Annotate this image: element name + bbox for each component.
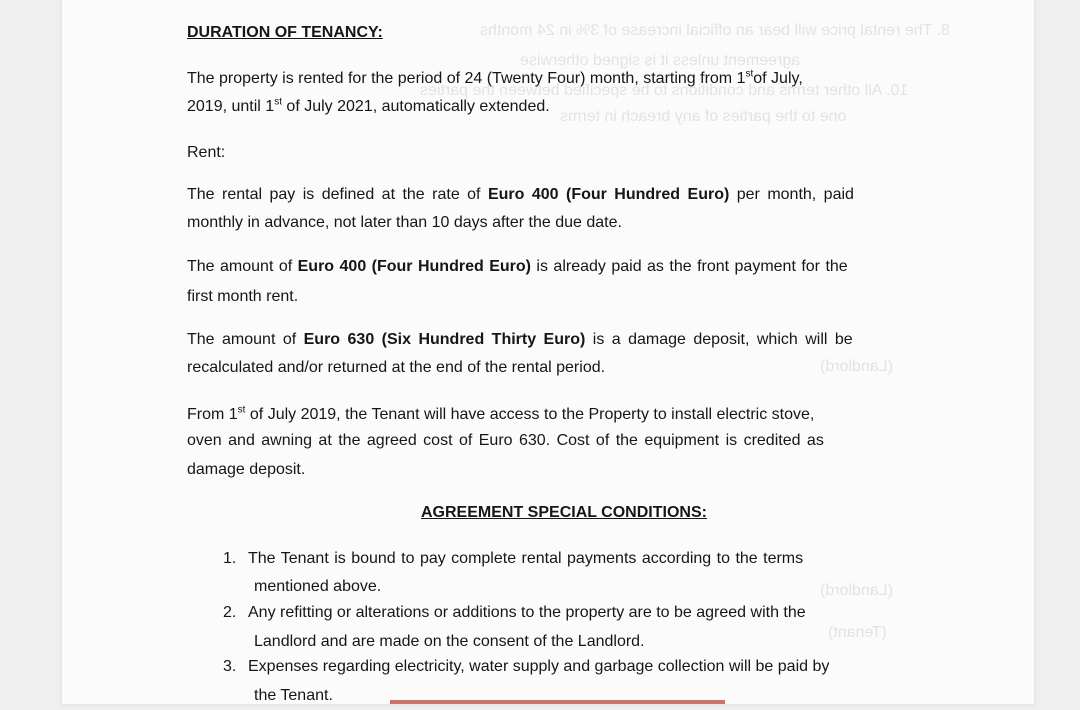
deposit-line2: recalculated and/or returned at the end of the rental period. [187,359,606,376]
bleed-through-text: (Tenant) [828,624,887,641]
rent-text-line2: monthly in advance, not later than 10 days after the due date. [187,214,622,231]
access-line2: oven and awning at the agreed cost of Euro 630. Cost of the equipment is credited as [187,432,824,449]
rent-text-line1: The rental pay is defined at the rate of Euro 400 (Four Hundred Euro) per month, paid [187,186,854,203]
bleed-through-text: (Landlord) [820,582,893,599]
rent-label: Rent: [187,144,226,161]
condition-item-line2: mentioned above. [254,578,382,595]
condition-item-line2: Landlord and are made on the consent of the Landlord. [254,633,645,650]
condition-item-line2: the Tenant. [254,687,333,704]
condition-number: 1. [223,550,237,567]
access-line1: From 1st of July 2019, the Tenant will have access to the Property to install electric stove, [187,404,815,423]
access-line3: damage deposit. [187,461,306,478]
condition-item-line1: Any refitting or alterations or additions to the property are to be agreed with the [248,604,806,621]
condition-number: 2. [223,604,237,621]
condition-item-line1: Expenses regarding electricity, water supply and garbage collection will be paid by [248,658,830,675]
condition-number: 3. [223,658,237,675]
bleed-through-text: 8. The rental price will bear an official increase of 3% in 24 months [480,22,950,39]
condition-item-line1: The Tenant is bound to pay complete rental payments according to the terms [248,550,804,567]
front-payment-line1: The amount of Euro 400 (Four Hundred Euro) is already paid as the front payment for the [187,258,848,275]
red-underline-mark [390,700,725,704]
duration-text-line1: The property is rented for the period of 24 (Twenty Four) month, starting from 1stof July, [187,68,803,87]
conditions-heading: AGREEMENT SPECIAL CONDITIONS: [421,504,707,521]
bleed-through-text: 10. All other terms and conditions to be specified between the parties [420,82,909,99]
duration-text-line2: 2019, until 1st of July 2021, automatically extended. [187,96,550,115]
bleed-through-text: agreement unless it is signed otherwise [520,52,801,69]
duration-heading: DURATION OF TENANCY: [187,24,383,41]
bleed-through-text: one to the parties of any breach in terms [560,108,847,125]
front-payment-line2: first month rent. [187,288,299,305]
deposit-line1: The amount of Euro 630 (Six Hundred Thirty Euro) is a damage deposit, which will be [187,331,853,348]
bleed-through-text: (Landlord) [820,358,893,375]
